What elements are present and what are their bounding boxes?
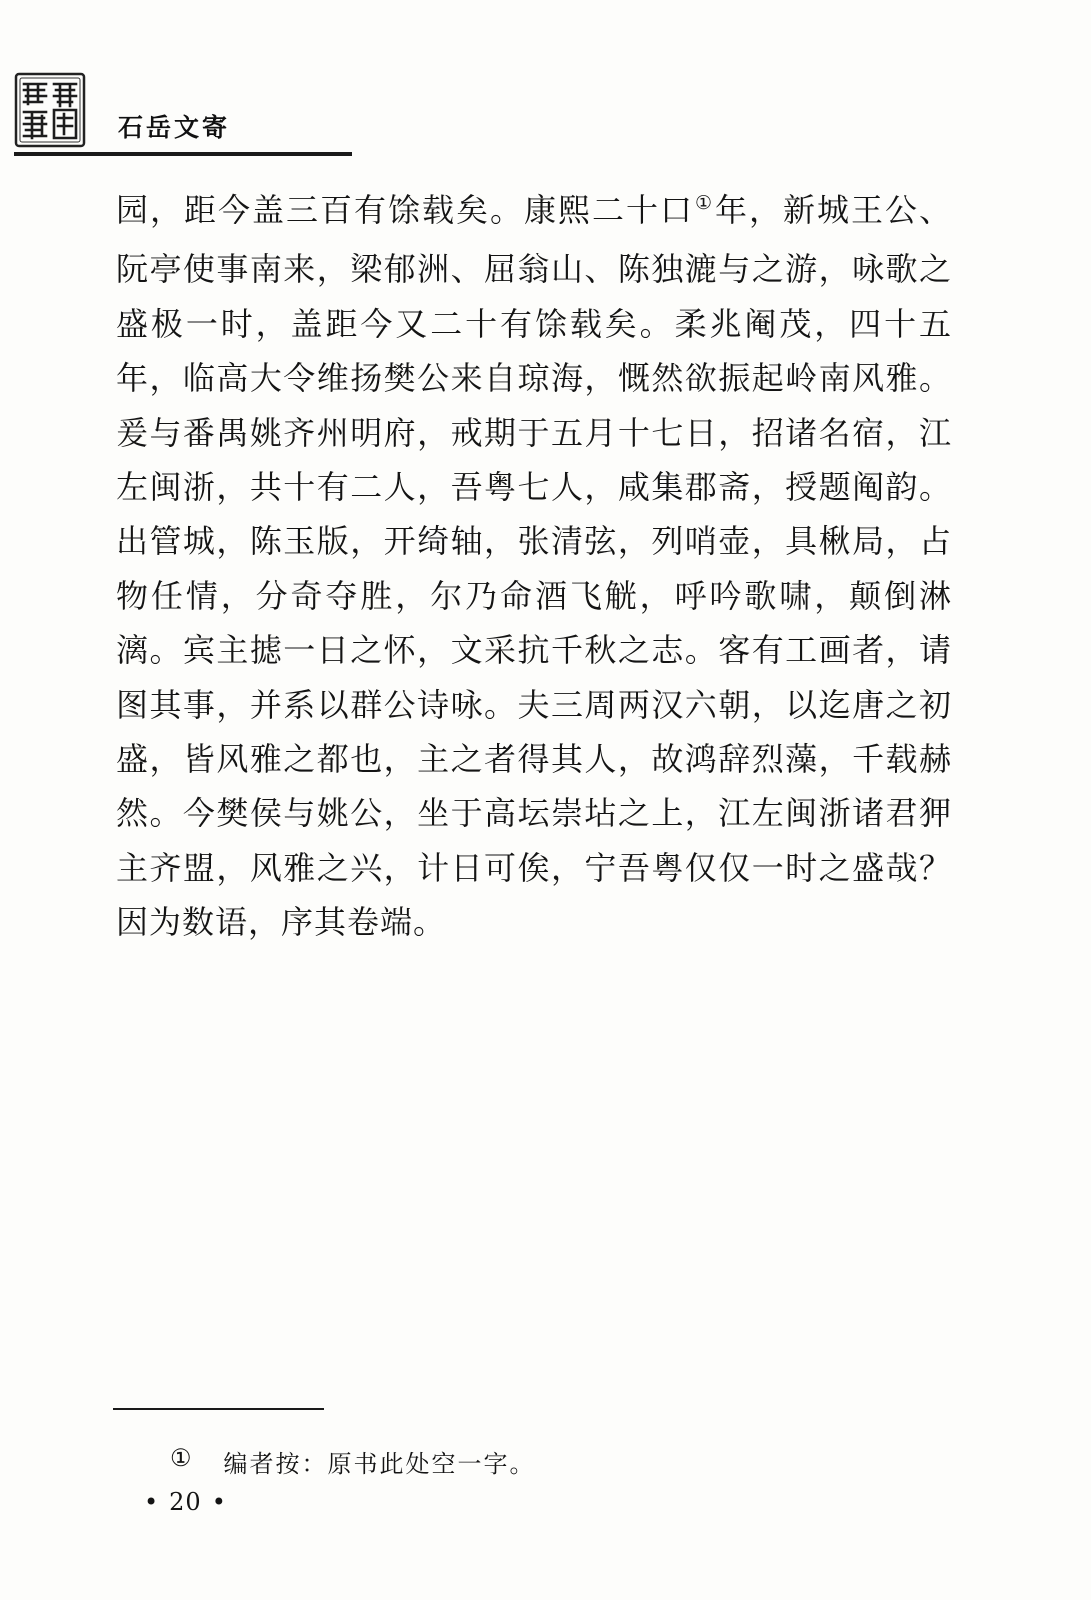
footnote xyxy=(170,1444,536,1479)
body-text-part-2: 年，新城王公、阮亭使事南来，梁郁洲、屈翁山、陈独漉与之游，咏歌之盛极一时，盖距今又二十有馀载矣。柔兆阉茂，四十五年，临高大令维扬樊公来自琼海，慨然欲振起岭南风雅。爰与番禺姚齐州明府，戒期于五月十七日，招诸名宿，江左闽浙，共十有二人，吾粤七人，咸集郡斋，授题阄韵。出管城，陈玉版，开绮轴，张清弦，列哨壶，具楸局，占物任情，分奇夺胜，尔乃命酒飞觥，呼吟歌啸，颠倒淋漓。宾主摅一日之怀，文采抗千秋之志。客有工画者，请图其事，并系以群公诗咏。夫三周两汉六朝，以迄唐之初盛，皆风雅之都也，主之者得其人，故鸿辞烈藻，千载赫然。今樊侯与姚公，坐于高坛崇坫之上，江左闽浙诸君狎主齐盟，风雅之兴，计日可俟，宁吾粤仅仅一时之盛哉？因为数语，序其卷端。 xyxy=(116,191,952,942)
folio-dot-right: • xyxy=(211,1488,227,1516)
footnote-rule xyxy=(113,1408,324,1410)
folio-dot-left: • xyxy=(144,1488,160,1516)
footnote-text: 编者按：原书此处空一字。 xyxy=(223,1450,536,1478)
body-text-part-1: 园，距今盖三百有馀载矣。康熙二十口 xyxy=(116,191,694,229)
footnote-reference-mark: ① xyxy=(694,192,714,214)
running-head-title: 石岳文寄 xyxy=(118,113,231,142)
seal-stamp-icon xyxy=(14,72,86,148)
page-number xyxy=(134,1488,237,1516)
body-paragraph xyxy=(116,183,952,950)
footnote-mark: ① xyxy=(170,1444,194,1472)
header-rule xyxy=(14,152,352,156)
page-number-value: 20 xyxy=(169,1488,202,1516)
